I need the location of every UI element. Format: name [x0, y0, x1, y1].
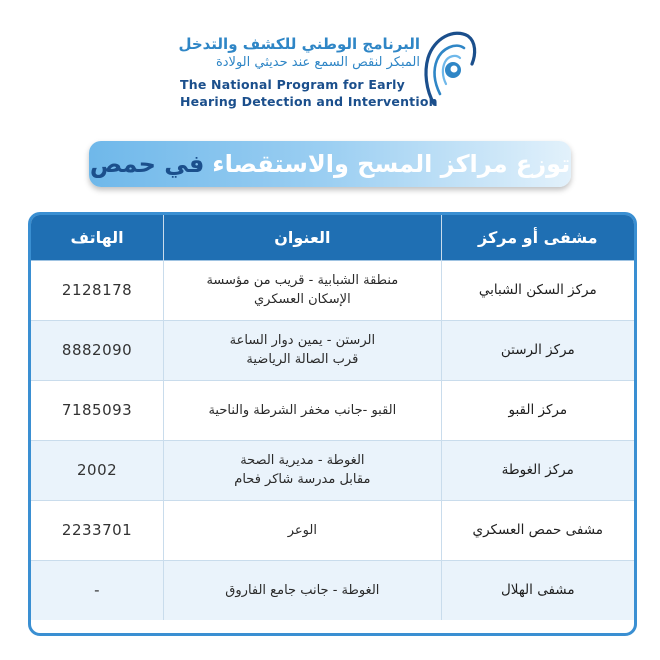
table-row	[31, 560, 634, 620]
address-line: مقابل مدرسة شاكر فحام	[234, 472, 371, 487]
address-line: القبو -جانب مخفر الشرطة والناحية	[208, 402, 397, 418]
address-line: الغوطة - مديرية الصحة	[240, 453, 365, 468]
facility-address	[164, 560, 441, 620]
program-name-arabic-line-1: البرنامج الوطني للكشف والتدخل	[178, 35, 420, 53]
header-facility: مشفى أو مركز	[441, 215, 634, 260]
facility-address	[164, 320, 441, 380]
facility-phone: -	[31, 560, 164, 620]
address-line: الوعر	[287, 522, 317, 538]
facility-address	[164, 500, 441, 560]
facility-phone: 8882090	[31, 320, 164, 380]
facility-phone: 7185093	[31, 380, 164, 440]
facility-phone: 2002	[31, 440, 164, 500]
facility-address	[164, 440, 441, 500]
facility-name: مشفى الهلال	[441, 560, 634, 620]
program-name-block	[178, 34, 438, 110]
program-header	[0, 0, 660, 130]
table-row	[31, 320, 634, 380]
ear-logo-icon	[420, 20, 478, 112]
address-line: الغوطة - جانب جامع الفاروق	[225, 582, 380, 598]
table-row	[31, 440, 634, 500]
centers-table	[31, 215, 634, 620]
facility-name: مشفى حمص العسكري	[441, 500, 634, 560]
facility-address	[164, 260, 441, 320]
banner-city: في حمص	[89, 150, 205, 178]
facility-name: مركز الغوطة	[441, 440, 634, 500]
program-name-english-line-2: Hearing Detection and Intervention	[180, 94, 438, 109]
header-phone: الهاتف	[31, 215, 164, 260]
facility-phone: 2128178	[31, 260, 164, 320]
table-row	[31, 380, 634, 440]
facility-name: مركز السكن الشبابي	[441, 260, 634, 320]
banner-title: توزع مراكز المسح والاستقصاء	[212, 150, 571, 178]
facility-name: مركز القبو	[441, 380, 634, 440]
facility-name: مركز الرستن	[441, 320, 634, 380]
program-name-english-line-1: The National Program for Early	[180, 77, 405, 92]
centers-table-container	[28, 212, 637, 636]
address-line: منطقة الشبابية - قريب من مؤسسة	[206, 273, 399, 288]
header-address: العنوان	[164, 215, 441, 260]
title-banner	[89, 141, 571, 187]
address-line: الرستن - يمين دوار الساعة	[229, 333, 376, 348]
program-name-arabic-line-2: المبكر لنقص السمع عند حديثي الولادة	[215, 55, 420, 70]
facility-address	[164, 380, 441, 440]
address-line: قرب الصالة الرياضية	[246, 352, 359, 367]
table-row	[31, 260, 634, 320]
table-row	[31, 500, 634, 560]
address-line: الإسكان العسكري	[254, 292, 351, 307]
table-header-row	[31, 215, 634, 260]
facility-phone: 2233701	[31, 500, 164, 560]
